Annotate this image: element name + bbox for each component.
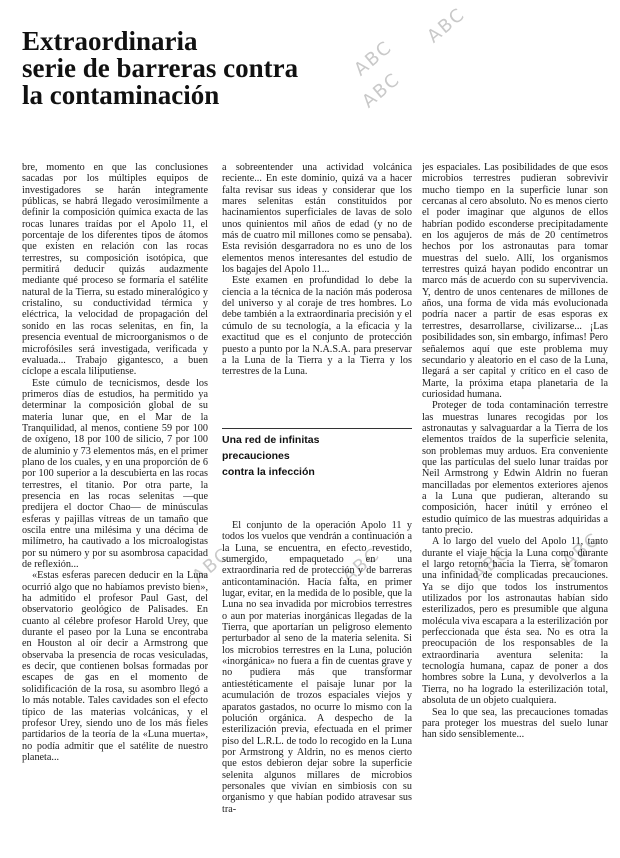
- headline-line-3: la contaminación: [22, 80, 220, 110]
- paragraph: Este examen en profundidad lo debe la ciencia a la técnica de la nación más poderosa del universo y al coraje de tres hombres. Lo debe también a la extraordinaria precisión y el cúmulo de su tecnología, a la eficacia y la exactitud que es el conjunto de protección puesto a punto por la N.A.S.A. para preservar a la Luna de la Tierra y a la Tierra y los terrestres de la Luna.: [222, 275, 412, 378]
- subheading-line-1: Una red de infinitas: [222, 434, 320, 446]
- paragraph: A lo largo del vuelo del Apolo 11, tanto durante el viaje hacia la Luna como durante el largo retorno hacia la Tierra, se tomaron una infinidad de complicadas precauciones. Ya se dijo que todos los instrumentos utilizados por los astronautas habían sido esterilizados, pero es presumible que alguna molécula viva escapara a la esterilización por perfeccionada que ésta sea. No es otra la preocupación de los responsables de la extraordinaria aventura selenita: la tecnología humana, capaz de poner a dos hombres sobre la Luna, y devolverlos a la Tierra, no ha logrado la esterilización total, absoluta de un objeto cualquiera.: [422, 536, 608, 707]
- watermark: ABC: [423, 3, 470, 48]
- paragraph: Este cúmulo de tecnicismos, desde los primeros días de estudios, ha permitido ya determinar la composición global de su materia lunar que, en el Mar de la Tranquilidad, al menos, contiene 59 por 100 de oxígeno, 18 por 100 de silicio, 7 por 100 de aluminio y 73 elementos más, en el primer plano de los cuales, y en una proporción de 6 por 100 superior a la descubierta en las rocas terrestres, el titanio. Por otra parte, la presencia en las rocas selenitas —que predijera el doctor Chao— de minúsculas esferas y pajillas vítreas de un tamaño que oscila entre una milésima y una décima de milímetro, ha cautivado a los microalogistas por su número y por su asombrosa capacidad de reflexión...: [22, 377, 208, 571]
- paragraph: El conjunto de la operación Apolo 11 y todos los vuelos que vendrán a continuación a la Luna, se encuentra, en efecto revestido, sumergido, empaquetado en una extraordinaria red de protección y de barreras anticontaminación. Hacía falta, en primer lugar, evitar, en la medida de lo posible, que la Luna no sea invadida por microbios terrestres o aun por materias inorgánicas llegadas de la Tierra, que aportarían un peligroso elemento perturbador al seno de la materia selenita. Si los microbios terrestres en la Luna, polución «inorgánica» no fuera a fin de cuentas grave y no pudiera más que transformar antiestéticamente el paisaje lunar por la acumulación de trozos espaciales viejos y aparatos gastados, no ocurre lo mismo con la polución orgánica. A despecho de la esterilización previa, efectuada en el primer piso del L.R.L. de todo lo recogido en la Luna por Armstrong y Aldrin, no es menos cierto que estos debieron dejar sobre la superficie selenita algunos millares de microbios personales que vivían en simbiosis con su organismo y que habían podido atravesar sus tra-: [222, 520, 412, 815]
- article-column-2: [222, 162, 412, 422]
- paragraph: jes espaciales. Las posibilidades de que esos microbios terrestres pudieran sobrevivir mucho tiempo en la superficie lunar son cercanas al cero absoluto. No es menos cierto el poder imaginar que algunos de ellos habrían podido esconderse precipitadamente en los agujeros de más de 20 centímetros hechos por los astronautas para tomar muestras del suelo. Allí, los organismos terrestres quizá hayan podido encontrar un marco más de acuerdo con su supervivencia. Y, dentro de unos centenares de millones de años, una forma de vida más evolucionada podría nacer a partir de esas esporas ex terrestres, desarrollarse, civilizarse... ¡Las posibilidades son, sin embargo, ínfimas! Pero señalemos aquí que este problema muy secundario y aleatorio en el caso de la Luna, llegará a ser capital y crítico en el caso de Marte, la próxima etapa planetaria de la curiosidad humana.: [422, 162, 608, 400]
- article-column-2-continued: [222, 520, 412, 858]
- watermark: ABC: [358, 68, 405, 113]
- watermark: ABC: [338, 543, 385, 588]
- headline: [22, 28, 322, 109]
- paragraph: Proteger de toda contaminación terrestre las muestras lunares recogidas por los astronautas y salvaguardar a la Tierra de los elementos traídos de la superficie selenita, son problemas muy arduos. Era conveniente que las partículas del suelo lunar traídas por Neil Armstrong y Edwin Aldrin no fueran mancilladas por elementos exteriores ajenos a la Luna que pudieran, alterando su composición, hacer inútil y erróneo el estudio químico de las muestras adquiridas a tanto precio.: [422, 400, 608, 536]
- divider: [222, 428, 412, 429]
- paragraph: «Estas esferas parecen deducir en la Luna ocurrió algo que no habíamos previsto bien», ha admitido el profesor Paul Gast, del observatorio geológico de Palisades. En cuanto al célebre profesor Harold Urey, que durante el paseo por la Luna se encontraba en Houston al oír decir a Armstrong que observaba la presencia de rocas vesiculadas, es decir, que contienen bolsas formadas por escapes de gas en el momento de solidificación de la rosa, su asombro llegó a lo más notable. Tales cavidades son el efecto típico de las materias volcánicas, y el profesor Urey, siendo uno de los más fieles partidarios de la teoría de la «Luna muerta», no podía admitir que el satélite de nuestro planeta...: [22, 570, 208, 763]
- article-column-1: [22, 162, 208, 858]
- watermark: ABC: [468, 541, 515, 586]
- subheading: [222, 432, 412, 480]
- subheading-line-3: contra la infección: [222, 466, 315, 478]
- watermark: ABC: [188, 543, 235, 588]
- article-column-3: [422, 162, 608, 858]
- headline-line-2: serie de barreras contra: [22, 53, 299, 83]
- paragraph: bre, momento en que las conclusiones sacadas por los múltiples equipos de investigadores se harán integramente públicas, se habrá llegado verosímilmente a definir la composición química exacta de las rocas lunares traídas por el Apolo 11, el porcentaje de los diferentes tipos de átomos que existen en relación con las rocas terrestres, su composición isotópica, que permitirá deducir quizás audazmente mediante qué proceso se formaría el satélite natural de la Tierra, su estado mineralógico y cristalino, su conductividad térmica y eléctrica, la velocidad de propagación del sonido en las rocas selenitas, en fin, la presencia eventual de microorganismos o de microfósiles será investigada, verificada y evaluada... Trabajo gigantesco, a buen cíclope a escala liliputiense.: [22, 162, 208, 378]
- watermark: ABC: [558, 528, 605, 573]
- paragraph: Sea lo que sea, las precauciones tomadas para proteger los muestras del suelo lunar han sido sensiblemente...: [422, 706, 608, 741]
- headline-line-1: Extraordinaria: [22, 26, 198, 56]
- watermark: ABC: [350, 36, 397, 81]
- paragraph: a sobreentender una actividad volcánica reciente... En este dominio, quizá va a hacer falta revisar sus ideas y considerar que los mares selenitas están constituidos por hacinamientos superficiales de lavas de solo unos quinientos mil años de edad (y no de más de cuatro mil millones como se pensaba). Esta revisión desgarradora no es uno de los elementos menos interesantes del estudio de los bagajes del Apolo 11...: [222, 162, 412, 276]
- subheading-line-2: precauciones: [222, 450, 290, 462]
